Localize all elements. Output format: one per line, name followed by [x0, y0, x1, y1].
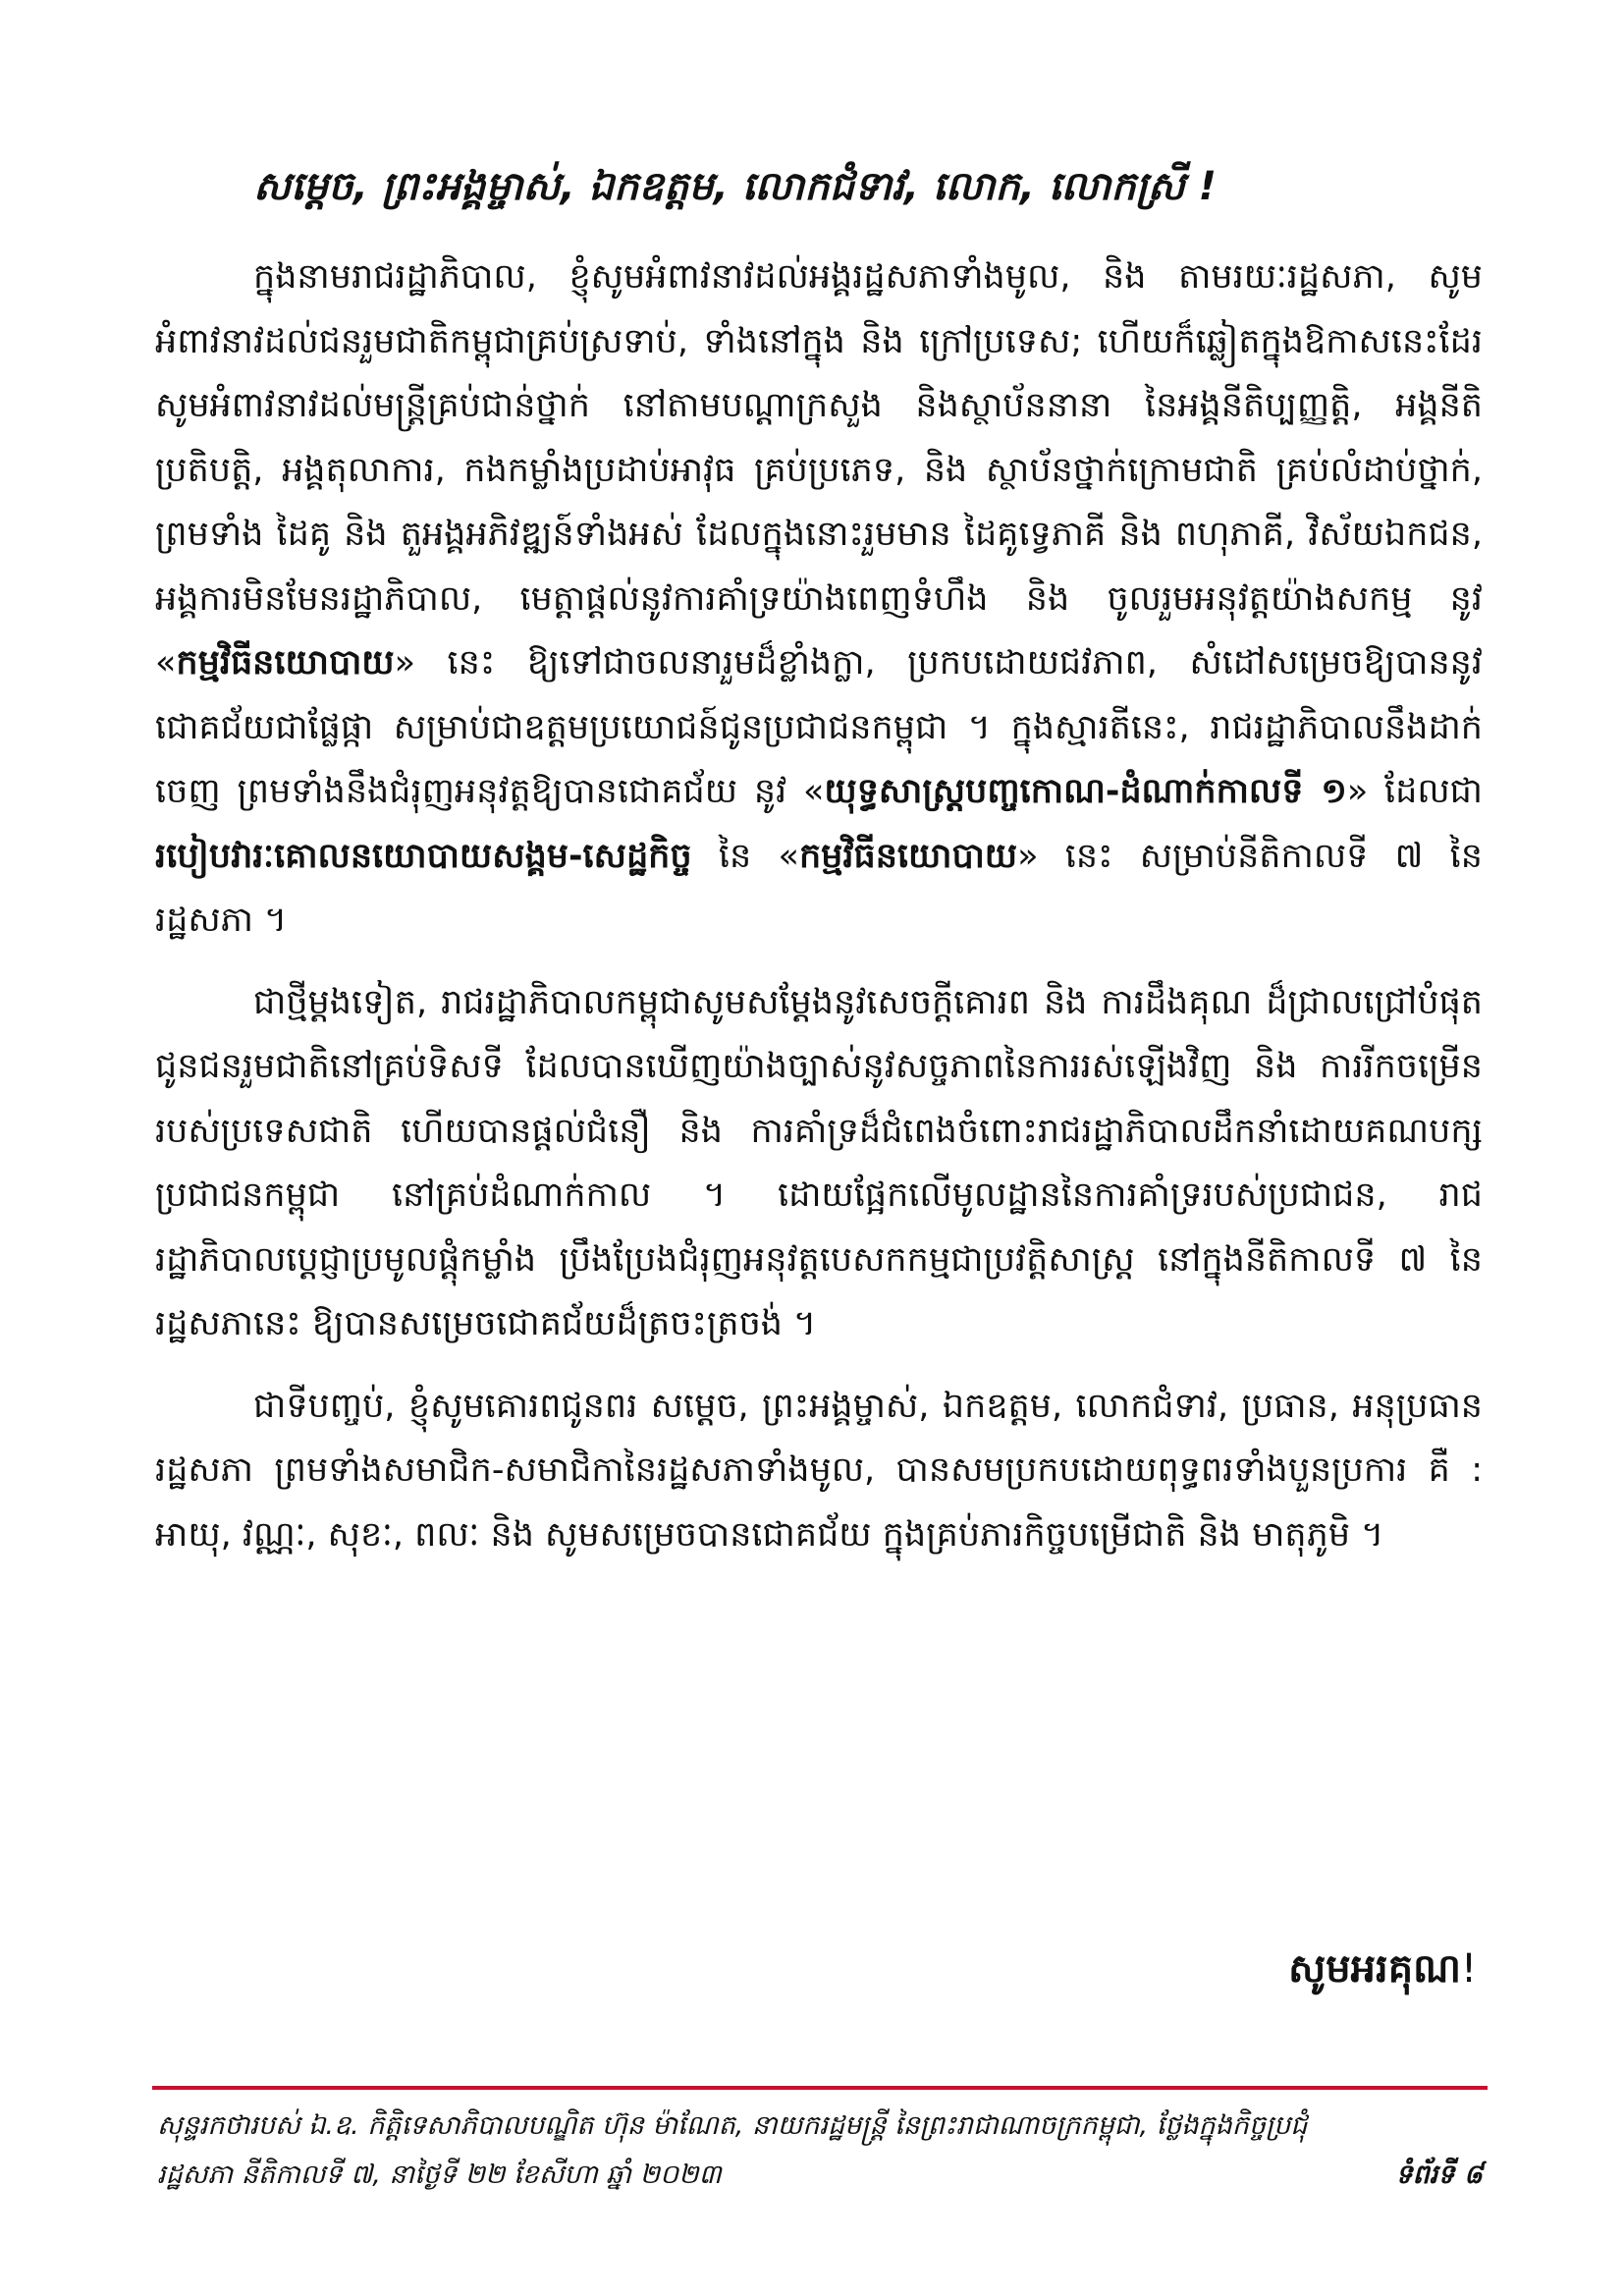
paragraph-2	[155, 971, 1483, 1357]
text-run: ជាថ្មីម្តងទៀត, រាជរដ្ឋាភិបាលកម្ពុជាសូមសម្តែងនូវសេចក្តីគោរព និង ការដឹងគុណ ដ៏ជ្រាលជ្រៅបំផុត ជូនជនរួមជាតិនៅគ្រប់ទិសទី ដែលបានឃើញយ៉ាងច្បាស់នូវសច្ចភាពនៃការរស់ឡើងវិញ និង ការរីកចម្រើនរបស់ប្រទេសជាតិ ហើយបានផ្តល់ជំនឿ និង ការគាំទ្រដ៏ជំពេងចំពោះរាជរដ្ឋាភិបាលដឹកនាំដោយគណបក្សប្រជាជនកម្ពុជា នៅគ្រប់ដំណាក់កាល ។ ដោយផ្អែកលើមូលដ្ឋាននៃការគាំទ្ររបស់ប្រជាជន, រាជរដ្ឋាភិបាលប្តេជ្ញាប្រមូលផ្តុំកម្លាំង ប្រឹងប្រែងជំរុញអនុវត្តបេសកកម្មជាប្រវត្តិសាស្ត្រ នៅក្នុងនីតិកាលទី ៧ នៃរដ្ឋសភានេះ ឱ្យបានសម្រេចជោគជ័យដ៏ត្រចះត្រចង់ ។	[155, 982, 1483, 1343]
emphasized-term: យុទ្ធសាស្ត្របញ្ចកោណ-ដំណាក់កាលទី ១	[824, 772, 1347, 811]
footer-divider	[152, 2086, 1488, 2090]
paragraph-3	[155, 1375, 1483, 1568]
closing-thanks-text: សូមអរគុណ	[1288, 1946, 1461, 1992]
speech-body	[155, 246, 1483, 1585]
text-run: » ដែលជា	[1346, 772, 1484, 811]
page-number: ទំព័រទី ៨	[1395, 2159, 1483, 2190]
closing-thanks	[1288, 1940, 1477, 1998]
emphasized-term: របៀបវារៈគោលនយោបាយសង្គម-សេដ្ឋកិច្ច	[155, 836, 692, 876]
footer-line-2: រដ្ឋសភា នីតិកាលទី ៧, នាថ្ងៃទី ២២ ខែសីហា ឆ្នាំ ២០២៣	[157, 2159, 722, 2190]
paragraph-1	[155, 246, 1483, 954]
footer-line-2-row	[157, 2151, 1483, 2200]
emphasized-term: កម្មវិធីនយោបាយ	[798, 836, 1018, 876]
emphasized-term: កម្មវិធីនយោបាយ	[176, 643, 395, 683]
text-run: ក្នុងនាមរាជរដ្ឋាភិបាល, ខ្ញុំសូមអំពាវនាវដល់អង្គរដ្ឋសភាទាំងមូល, និង តាមរយៈរដ្ឋសភា, សូមអំពាវនាវដល់ជនរួមជាតិកម្ពុជាគ្រប់ស្រទាប់, ទាំងនៅក្នុង និង ក្រៅប្រទេស; ហើយក៏ឆ្លៀតក្នុងឱកាសនេះដែរ សូមអំពាវនាវដល់មន្ត្រីគ្រប់ជាន់ថ្នាក់ នៅតាមបណ្តាក្រសួង និងស្ថាប័ននានា នៃអង្គនីតិប្បញ្ញត្តិ, អង្គនីតិប្រតិបត្តិ, អង្គតុលាការ, កងកម្លាំងប្រដាប់អាវុធ គ្រប់ប្រភេទ, និង ស្ថាប័នថ្នាក់ក្រោមជាតិ គ្រប់លំដាប់ថ្នាក់, ព្រមទាំង ដៃគូ និង តួអង្គអភិវឌ្ឍន៍ទាំងអស់ ដែលក្នុងនោះរួមមាន ដៃគូទ្វេភាគី និង ពហុភាគី, វិស័យឯកជន, អង្គការមិនមែនរដ្ឋាភិបាល, មេត្តាផ្តល់នូវការគាំទ្រយ៉ាងពេញទំហឹង និង ចូលរួមអនុវត្តយ៉ាងសកម្ម នូវ «	[155, 257, 1483, 683]
closing-punctuation: !	[1460, 1946, 1477, 1992]
footer-line-1: សុន្ទរកថារបស់ ឯ.ឧ. កិត្តិទេសាភិបាលបណ្ឌិត ហ៊ុន ម៉ាណែត, នាយករដ្ឋមន្ត្រី នៃព្រះរាជាណាចក្រកម្ពុជា, ថ្លែងក្នុងកិច្ចប្រជុំ	[157, 2110, 1308, 2141]
text-run: ជាទីបញ្ចប់, ខ្ញុំសូមគោរពជូនពរ សម្តេច, ព្រះអង្គម្ចាស់, ឯកឧត្តម, លោកជំទាវ, ប្រធាន, អនុប្រធាន រដ្ឋសភា ព្រមទាំងសមាជិក-សមាជិកានៃរដ្ឋសភាទាំងមូល, បានសមប្រកបដោយពុទ្ធពរទាំងបួនប្រការ គឺ : អាយុ, វណ្ណៈ, សុខៈ, ពលៈ និង សូមសម្រេចបានជោគជ័យ ក្នុងគ្រប់ភារកិច្ចបម្រើជាតិ និង មាតុភូមិ ។	[155, 1386, 1483, 1555]
text-run: » នេះ ឱ្យទៅជាចលនារួមដ៏ខ្លាំងក្លា, ប្រកបដោយជវភាព, សំដៅសម្រេចឱ្យបាននូវជោគជ័យជាផ្លែផ្កា សម្រាប់ជាឧត្តមប្រយោជន៍ជូនប្រជាជនកម្ពុជា ។ ក្នុងស្មារតីនេះ, រាជរដ្ឋាភិបាលនឹងដាក់ចេញ ព្រមទាំងនឹងជំរុញអនុវត្តឱ្យបានជោគជ័យ នូវ «	[155, 643, 1483, 811]
text-run: នៃ «	[691, 836, 799, 876]
page-footer	[157, 2102, 1483, 2200]
salutation-heading: សម្តេច, ព្រះអង្គម្ចាស់, ឯកឧត្តម, លោកជំទាវ, លោក, លោកស្រី !	[253, 164, 1217, 209]
text-run: » នេះ សម្រាប់នីតិកាលទី ៧ នៃរដ្ឋសភា ។	[155, 836, 1483, 940]
